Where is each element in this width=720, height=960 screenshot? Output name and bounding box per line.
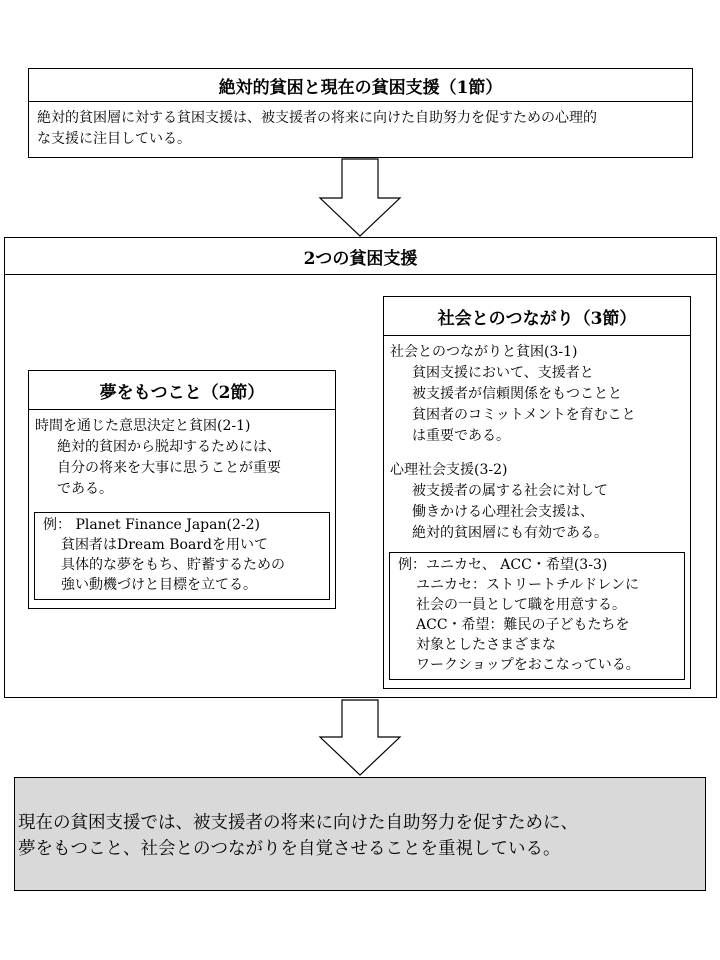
section3-example-line-1: ユニカセ：ストリートチルドレンに xyxy=(416,577,639,593)
down-arrow-icon xyxy=(318,158,402,238)
section3-sub2-line-3: 絶対的貧困層にも有効である。 xyxy=(412,525,608,541)
section3-example-box xyxy=(389,552,685,680)
section3-sub1-line-2: 被支援者が信頼関係をもつことと xyxy=(412,386,622,402)
main-title-box xyxy=(4,237,717,275)
section1-body-line-2: な支援に注目している。 xyxy=(37,131,191,147)
section3-sub2-title: 心理社会支援(3-2) xyxy=(390,462,508,478)
section2-example-line-3: 強い動機づけと目標を立てる。 xyxy=(61,577,257,593)
section3-title: 社会とのつながり（3節） xyxy=(437,308,637,329)
section2-title-box xyxy=(28,370,336,410)
down-arrow-icon xyxy=(318,699,402,777)
section2-sub-body-line-3: である。 xyxy=(57,481,113,497)
conclusion-box xyxy=(14,777,706,891)
section1-body-box xyxy=(28,101,693,158)
section3-example-line-3: ACC・希望：難民の子どもたちを xyxy=(416,617,630,633)
section3-sub1-line-3: 貧困者のコミットメントを育むこと xyxy=(412,407,636,423)
section3-sub1-title: 社会とのつながりと貧困(3-1) xyxy=(390,344,578,360)
section3-body-box xyxy=(383,335,691,689)
section3-title-box xyxy=(383,296,691,336)
section1-title-box xyxy=(28,68,693,102)
section1-body-line-1: 絶対的貧困層に対する貧困支援は、被支援者の将来に向けた自助努力を促すための心理的 xyxy=(37,110,597,126)
section2-sub-body-line-1: 絶対的貧困から脱却するためには、 xyxy=(57,439,281,455)
section3-example-title: 例：ユニカセ、 ACC・希望(3-3) xyxy=(398,557,608,573)
section3-sub1-line-1: 貧困支援において、支援者と xyxy=(412,365,594,381)
section3-example-line-4: 対象としたさまざまな xyxy=(416,637,556,653)
conclusion-line-1: 現在の貧困支援では、被支援者の将来に向けた自助努力を促すために、 xyxy=(18,813,578,833)
section3-example-line-5: ワークショップをおこなっている。 xyxy=(416,657,640,673)
section1-title: 絶対的貧困と現在の貧困支援（1節） xyxy=(218,77,503,98)
section2-title: 夢をもつこと（2節） xyxy=(99,382,265,403)
section3-sub2-line-1: 被支援者の属する社会に対して xyxy=(412,483,608,499)
section2-example-line-1: 貧困者はDream Boardを用いて xyxy=(61,537,268,553)
section2-body-box xyxy=(28,409,336,609)
section2-example-title: 例： Planet Finance Japan(2-2) xyxy=(43,517,260,533)
main-title: 2つの貧困支援 xyxy=(303,248,418,269)
section3-example-line-2: 社会の一員として職を用意する。 xyxy=(416,597,626,613)
section2-example-box xyxy=(34,512,330,600)
section3-sub1-line-4: は重要である。 xyxy=(412,428,510,444)
section2-sub-body-line-2: 自分の将来を大事に思うことが重要 xyxy=(57,460,281,476)
section2-sub-title: 時間を通じた意思決定と貧困(2-1) xyxy=(35,418,251,434)
section3-sub2-line-2: 働きかける心理社会支援は、 xyxy=(412,504,594,520)
section2-example-line-2: 具体的な夢をもち、貯蓄するための xyxy=(61,557,285,573)
conclusion-line-2: 夢をもつこと、社会とのつながりを自覚させることを重視している。 xyxy=(18,839,561,859)
